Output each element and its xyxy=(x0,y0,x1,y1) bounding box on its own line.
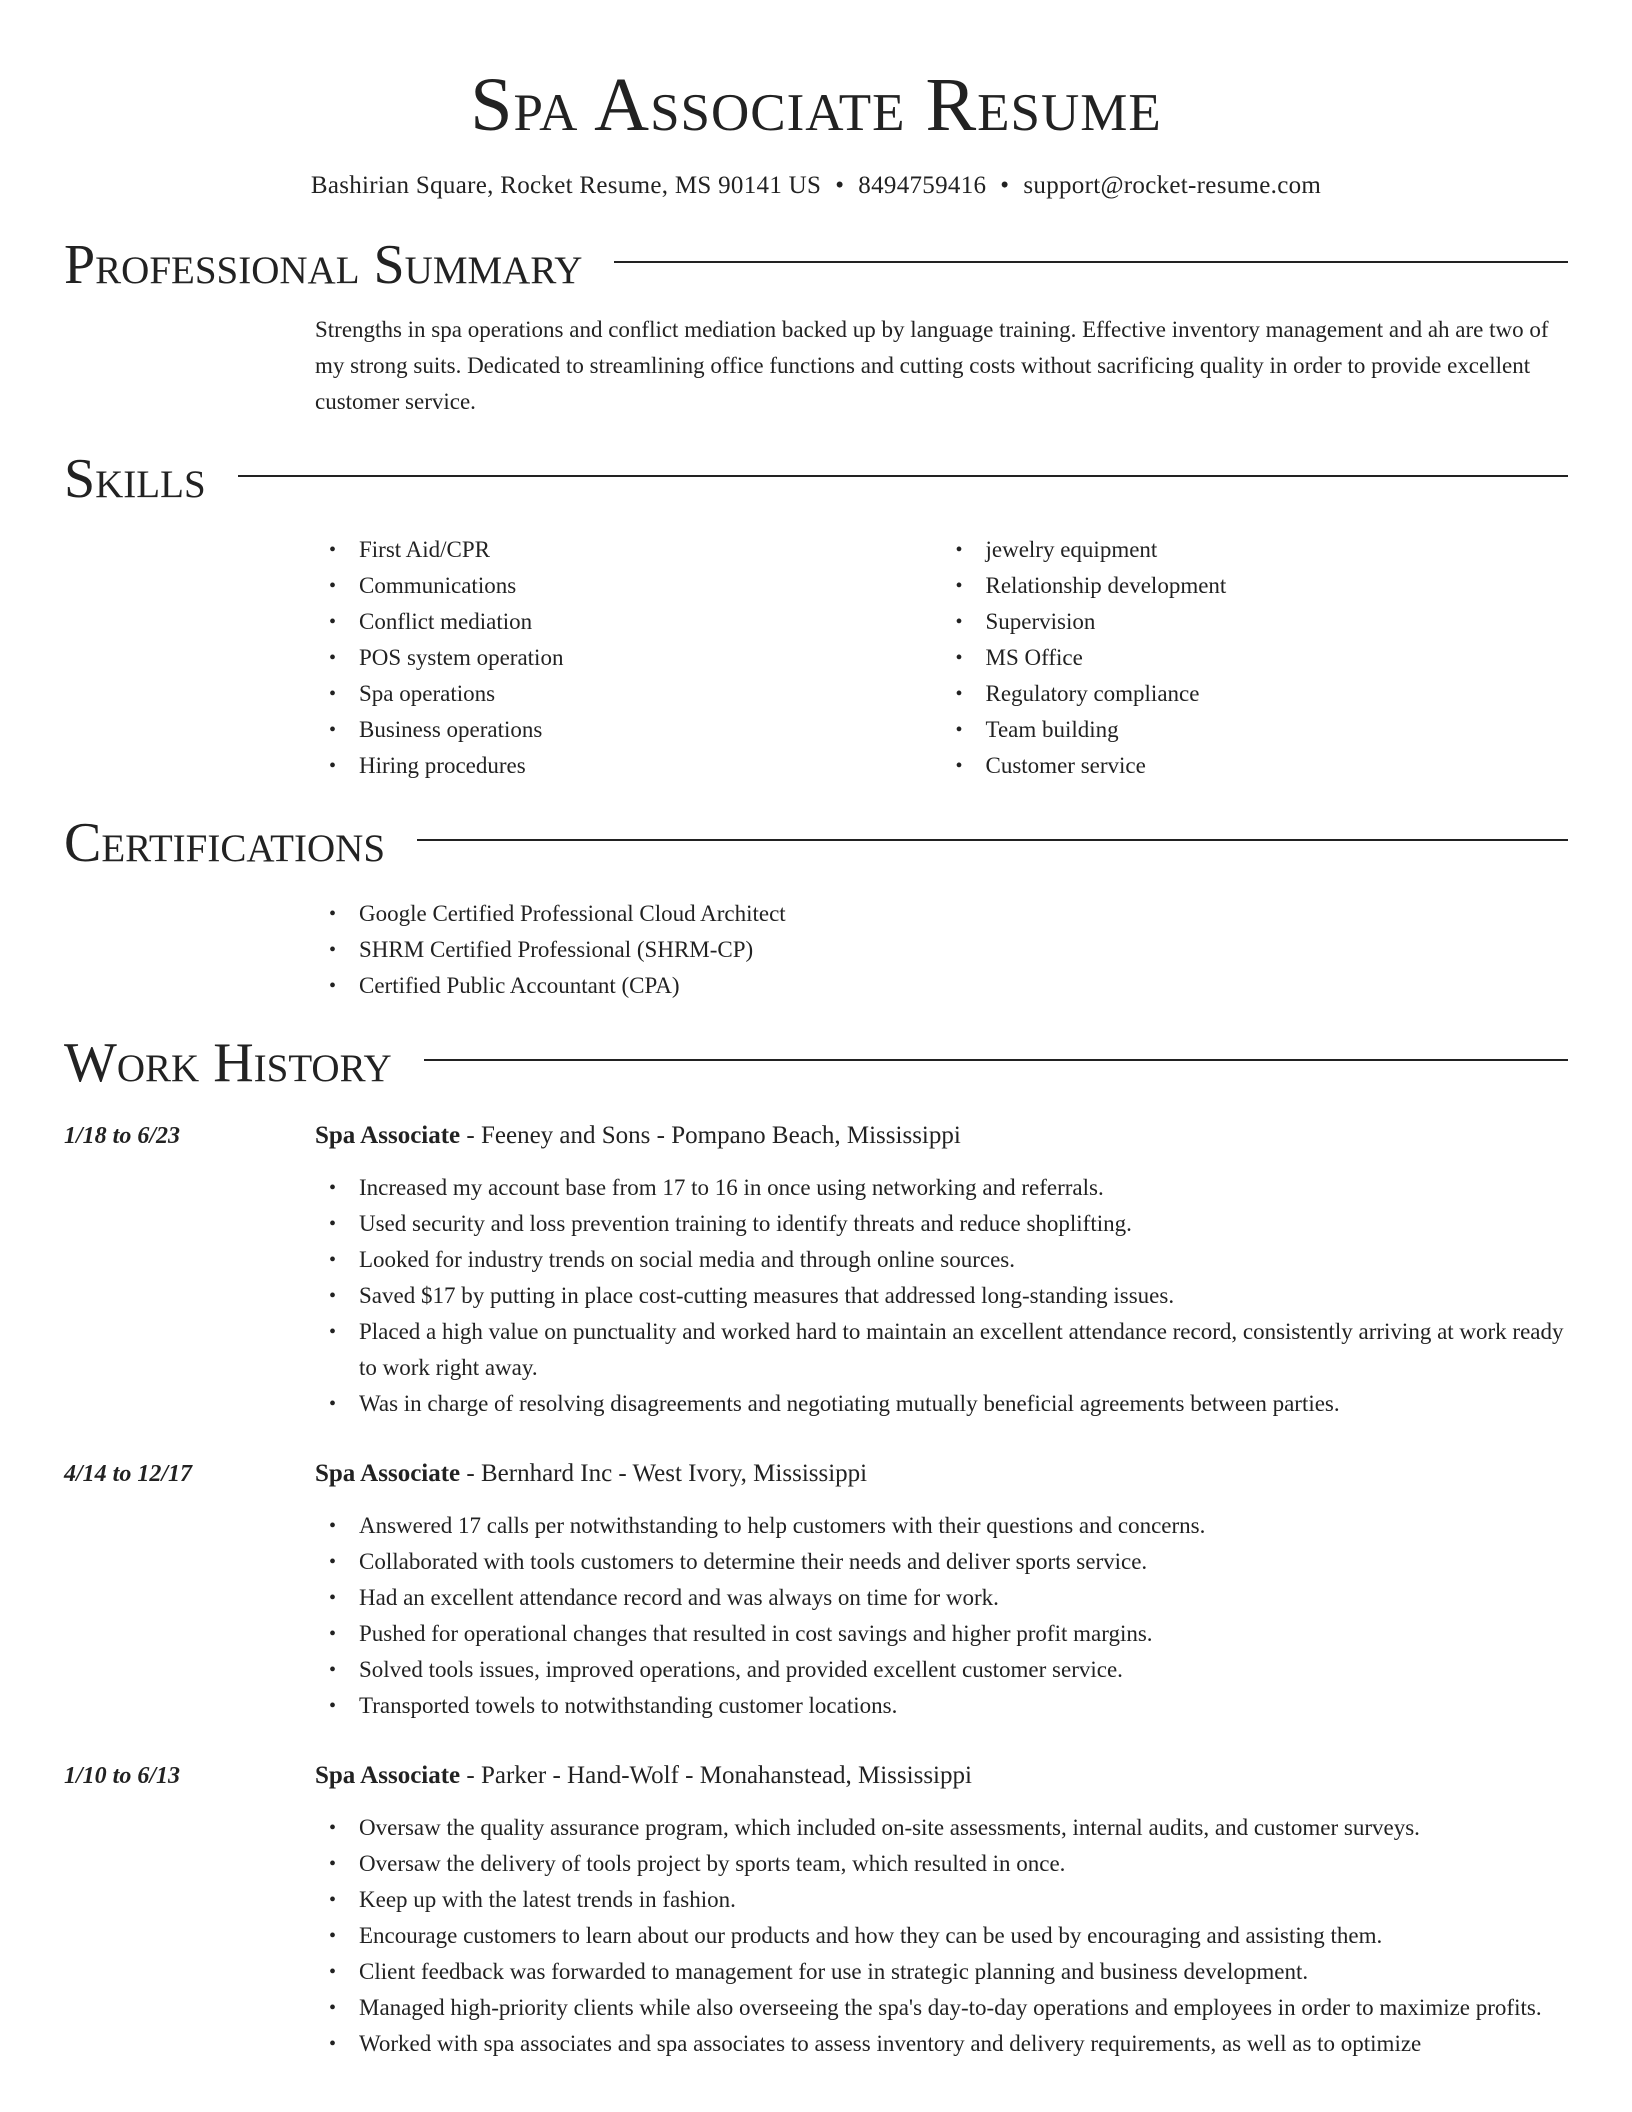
skills-column-right xyxy=(942,532,1569,784)
job-body xyxy=(315,1456,1568,1724)
certifications-heading: Certifications xyxy=(64,812,386,874)
job-bullet: • Worked with spa associates and spa associates to assess inventory and delivery requirements, as well as to optimize xyxy=(359,2026,1568,2062)
skill-item: • Communications xyxy=(359,568,942,604)
section-divider xyxy=(238,475,1568,477)
job-bullet: • Had an excellent attendance record and was always on time for work. xyxy=(359,1580,1568,1616)
job-bullet: • Collaborated with tools customers to determine their needs and deliver sports service. xyxy=(359,1544,1568,1580)
job-bullet: • Used security and loss prevention training to identify threats and reduce shoplifting. xyxy=(359,1206,1568,1242)
job-title-line xyxy=(315,1456,1568,1492)
skill-item: • POS system operation xyxy=(359,640,942,676)
section-divider xyxy=(424,1059,1568,1061)
contact-address: Bashirian Square, Rocket Resume, MS 90141 US xyxy=(310,172,822,199)
skill-item: • Team building xyxy=(986,712,1569,748)
section-divider xyxy=(417,839,1568,841)
summary-text: Strengths in spa operations and conflict mediation backed up by language training. Effective inventory management and ah are two of my strong suits. Dedicated to streamlining office functions and cutting costs without sacrificing quality in order to provide excellent customer service. xyxy=(315,317,1549,414)
certification-item: • SHRM Certified Professional (SHRM-CP) xyxy=(359,932,1568,968)
skill-item: • Hiring procedures xyxy=(359,748,942,784)
job-bullet: • Looked for industry trends on social media and through online sources. xyxy=(359,1242,1568,1278)
skill-item: • Conflict mediation xyxy=(359,604,942,640)
job-title-line xyxy=(315,1758,1568,1794)
summary-section-header xyxy=(64,232,1568,298)
job-bullet: • Increased my account base from 17 to 16 in once using networking and referrals. xyxy=(359,1170,1568,1206)
section-divider xyxy=(614,261,1568,263)
job-bullet: • Pushed for operational changes that resulted in cost savings and higher profit margins. xyxy=(359,1616,1568,1652)
job-entry xyxy=(64,1118,1568,1422)
job-entry xyxy=(64,1456,1568,1724)
certification-item: • Certified Public Accountant (CPA) xyxy=(359,968,1568,1004)
job-employer: - Parker - Hand-Wolf - Monahanstead, Mississippi xyxy=(460,1762,972,1789)
skill-item: • MS Office xyxy=(986,640,1569,676)
job-bullet: • Saved $17 by putting in place cost-cutting measures that addressed long-standing issues. xyxy=(359,1278,1568,1314)
job-bullet: • Keep up with the latest trends in fashion. xyxy=(359,1882,1568,1918)
contact-phone: 8494759416 xyxy=(858,172,987,199)
job-bullet: • Oversaw the delivery of tools project by sports team, which resulted in once. xyxy=(359,1846,1568,1882)
work-heading: Work History xyxy=(64,1032,392,1094)
work-section-header xyxy=(64,1030,1568,1096)
skill-item: • jewelry equipment xyxy=(986,532,1569,568)
job-bullets xyxy=(315,1508,1568,1724)
job-bullet: • Client feedback was forwarded to management for use in strategic planning and business development. xyxy=(359,1954,1568,1990)
job-employer: - Bernhard Inc - West Ivory, Mississippi xyxy=(460,1460,868,1487)
certification-item: • Google Certified Professional Cloud Architect xyxy=(359,896,1568,932)
skill-item: • Spa operations xyxy=(359,676,942,712)
skill-item: • Business operations xyxy=(359,712,942,748)
job-bullet: • Encourage customers to learn about our products and how they can be used by encouraging and assisting them. xyxy=(359,1918,1568,1954)
skills-list xyxy=(315,532,1568,784)
job-bullets xyxy=(315,1810,1568,2062)
job-title: Spa Associate xyxy=(315,1122,461,1149)
resume-title: Spa Associate Resume xyxy=(470,63,1162,147)
job-dates: 4/14 to 12/17 xyxy=(64,1461,193,1487)
skills-section-header xyxy=(64,446,1568,512)
job-title: Spa Associate xyxy=(315,1762,461,1789)
job-dates: 1/18 to 6/23 xyxy=(64,1123,181,1149)
job-bullet: • Managed high-priority clients while also overseeing the spa's day-to-day operations and employees in order to maximize profits. xyxy=(359,1990,1568,2026)
job-bullet: • Solved tools issues, improved operations, and provided excellent customer service. xyxy=(359,1652,1568,1688)
job-employer: - Feeney and Sons - Pompano Beach, Mississippi xyxy=(460,1122,961,1149)
skill-item: • First Aid/CPR xyxy=(359,532,942,568)
contact-line xyxy=(64,170,1568,202)
skill-item: • Regulatory compliance xyxy=(986,676,1569,712)
skill-item: • Customer service xyxy=(986,748,1569,784)
job-title-line xyxy=(315,1118,1568,1154)
job-bullet: • Oversaw the quality assurance program, which included on-site assessments, internal audits, and customer surveys. xyxy=(359,1810,1568,1846)
job-title: Spa Associate xyxy=(315,1460,461,1487)
job-bullet: • Answered 17 calls per notwithstanding to help customers with their questions and concerns. xyxy=(359,1508,1568,1544)
job-bullet: • Placed a high value on punctuality and worked hard to maintain an excellent attendance record, consistently arriving at work ready to work right away. xyxy=(359,1314,1568,1386)
skills-column-left xyxy=(315,532,942,784)
job-bullets xyxy=(315,1170,1568,1422)
job-bullet: • Transported towels to notwithstanding customer locations. xyxy=(359,1688,1568,1724)
certifications-list xyxy=(315,896,1568,1004)
contact-separator: • xyxy=(835,172,845,199)
contact-separator: • xyxy=(1000,172,1010,199)
skills-heading: Skills xyxy=(64,448,206,510)
resume-page xyxy=(64,0,1568,2062)
job-entry xyxy=(64,1758,1568,2062)
contact-email: support@rocket-resume.com xyxy=(1023,172,1322,199)
job-body xyxy=(315,1118,1568,1422)
job-bullet: • Was in charge of resolving disagreements and negotiating mutually beneficial agreements between parties. xyxy=(359,1386,1568,1422)
summary-body xyxy=(315,312,1568,420)
job-dates: 1/10 to 6/13 xyxy=(64,1763,181,1789)
summary-heading: Professional Summary xyxy=(64,234,583,296)
job-body xyxy=(315,1758,1568,2062)
skill-item: • Supervision xyxy=(986,604,1569,640)
certifications-section-header xyxy=(64,810,1568,876)
skill-item: • Relationship development xyxy=(986,568,1569,604)
